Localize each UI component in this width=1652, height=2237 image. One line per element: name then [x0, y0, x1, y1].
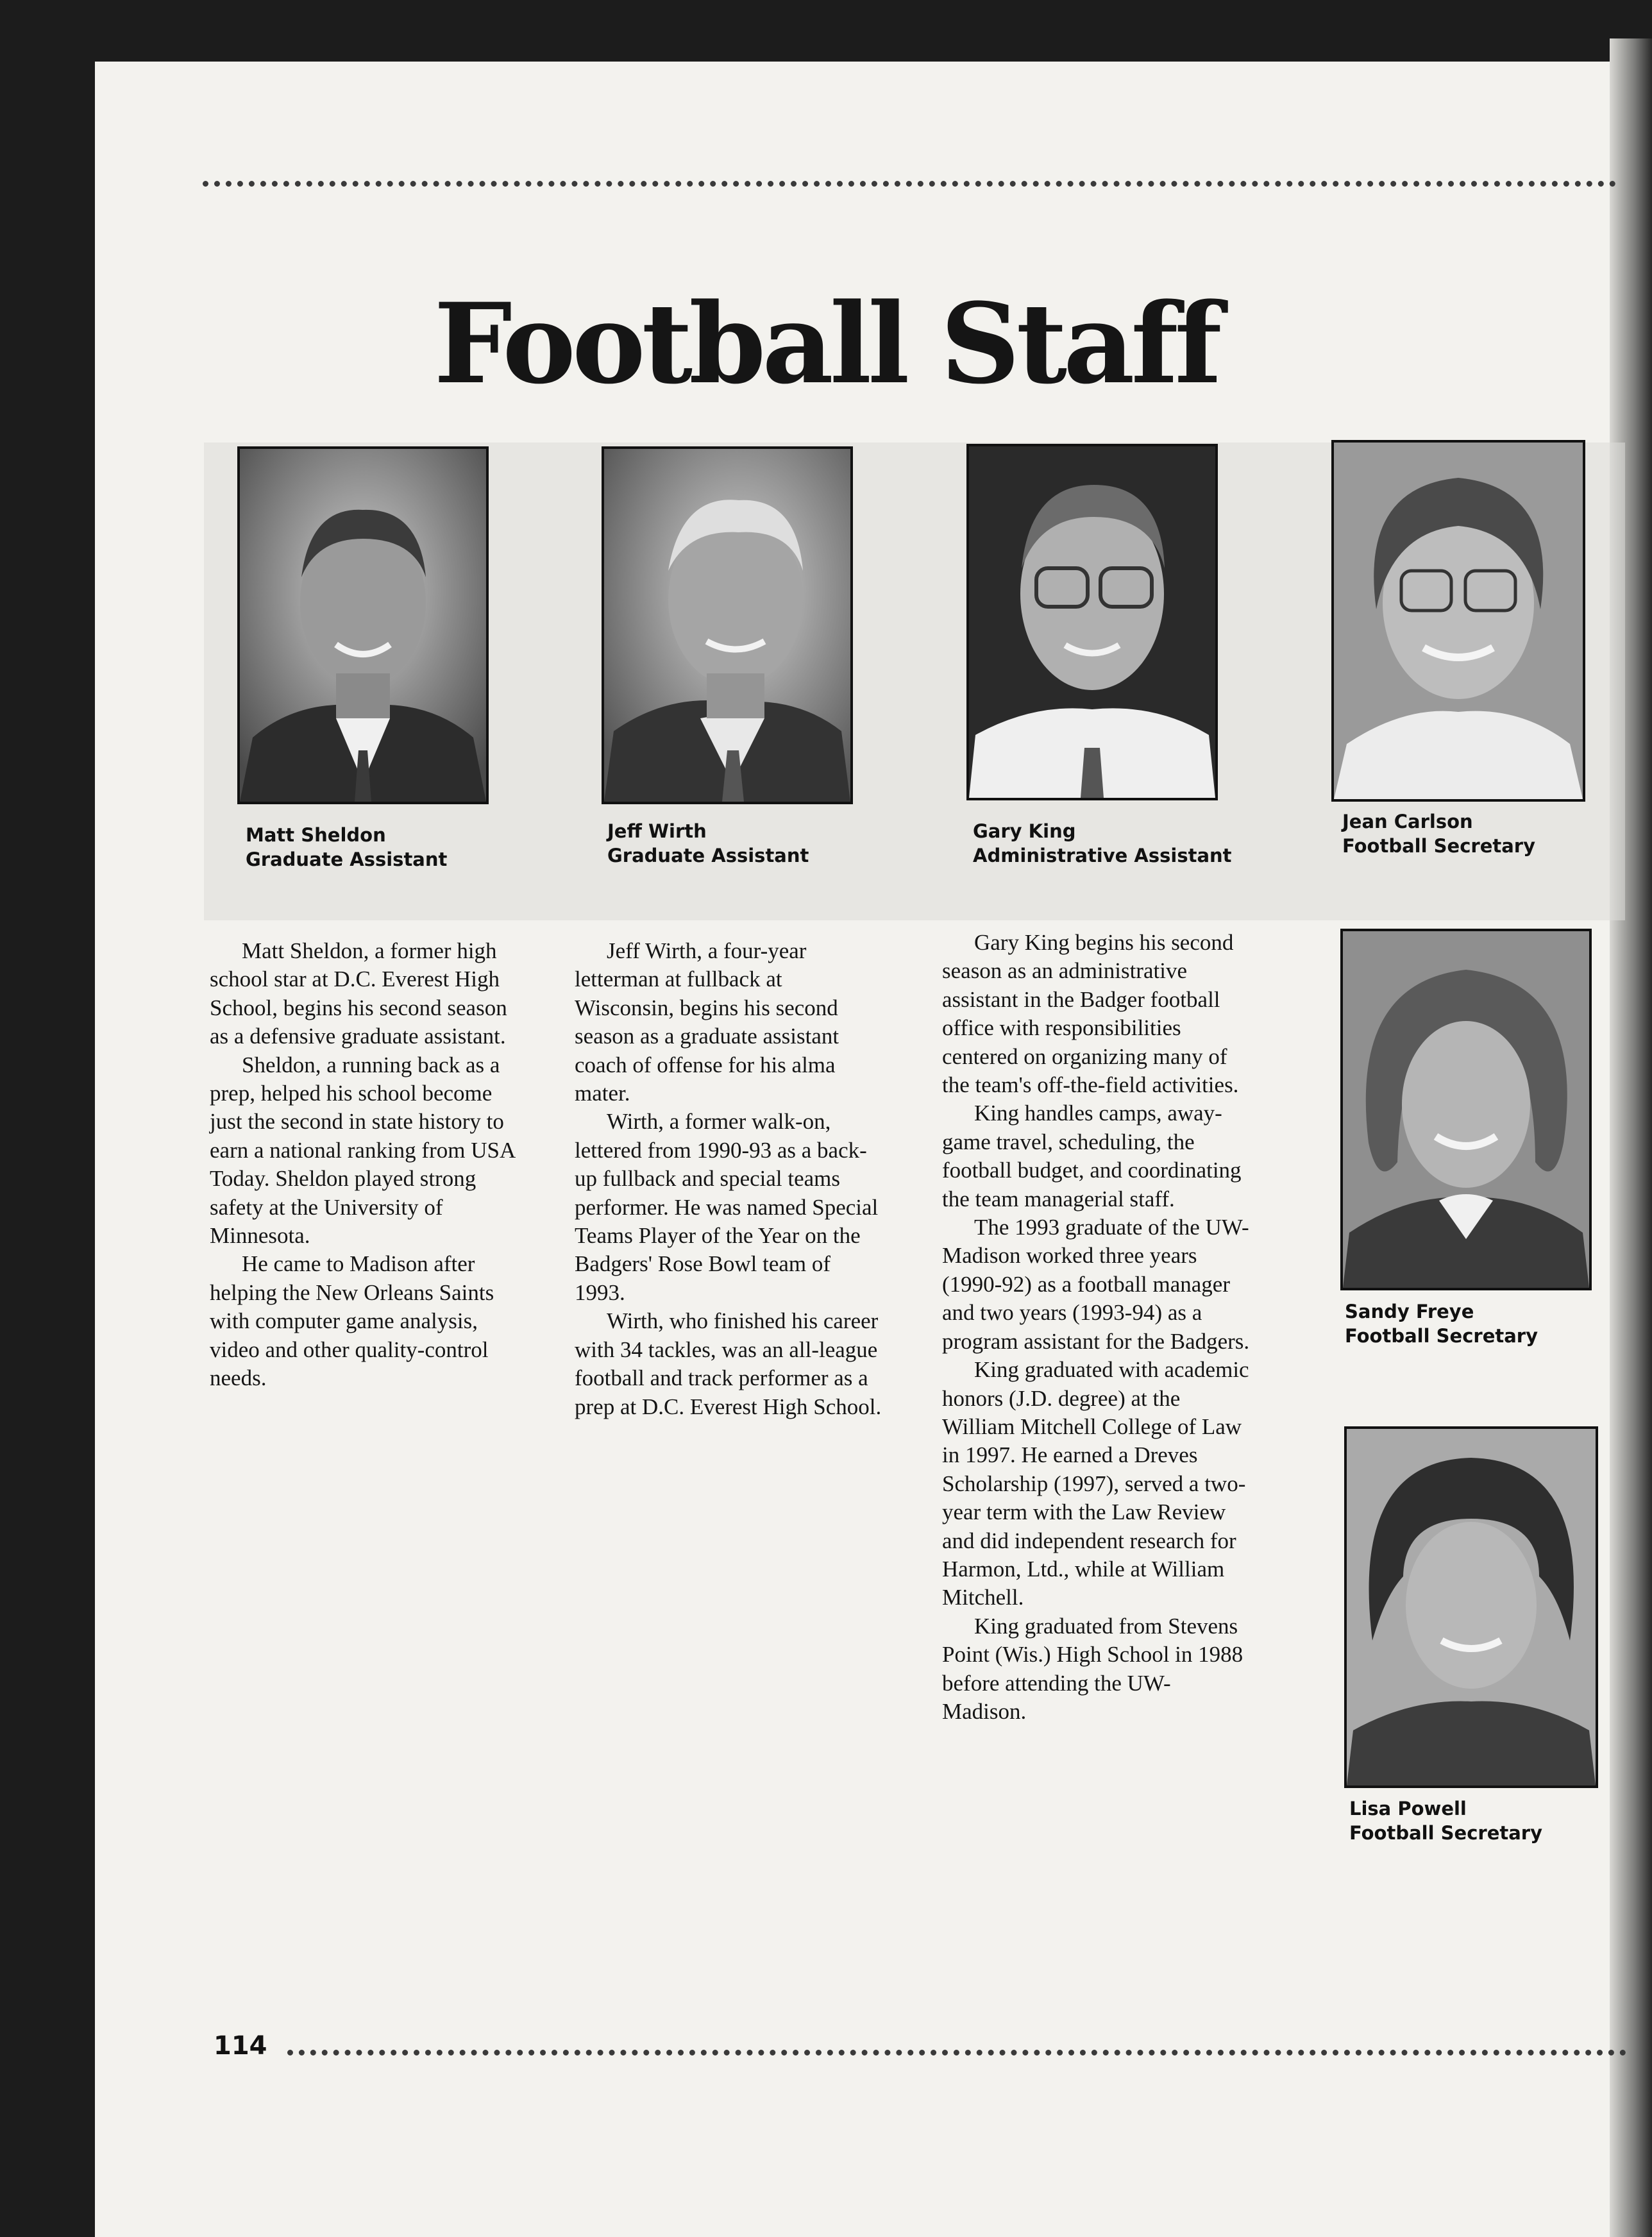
bio-paragraph: Sheldon, a running back as a prep, helped his school become just the second in state history to earn a national ranking from USA Today. Sheldon played strong safety at the University of Minnesota.	[210, 1052, 515, 1249]
staff-name: Gary King	[973, 820, 1076, 842]
staff-name: Matt Sheldon	[246, 824, 386, 846]
bio-paragraph: He came to Madison after helping the New Orleans Saints with computer game analysis, video and other quality-control needs.	[210, 1251, 494, 1391]
bio-paragraph: Gary King begins his second season as an administrative assistant in the Badger football office with responsibilities centered on organizing many of the team's off-the-field activities.	[942, 930, 1239, 1098]
bio-paragraph: Wirth, a former walk-on, lettered from 1990-93 as a back-up fullback and special teams performer. He was named Special Teams Player of the Year on the Badgers' Rose Bowl team of 1993.	[575, 1109, 879, 1305]
staff-role: Graduate Assistant	[607, 845, 809, 866]
photo-jeff-wirth	[602, 446, 853, 804]
staff-role: Football Secretary	[1349, 1822, 1543, 1844]
bio-paragraph: The 1993 graduate of the UW-Madison worked three years (1990-92) as a football manager and two years (1993-94) as a program assistant for the Badgers.	[942, 1215, 1250, 1354]
staff-role: Football Secretary	[1345, 1325, 1538, 1347]
bottom-dotted-rule	[287, 2050, 1626, 2056]
top-dotted-rule	[203, 181, 1616, 187]
caption-sandy-freye	[1345, 1299, 1538, 1348]
bio-column-sheldon	[210, 937, 525, 1393]
page-number: 114	[214, 2031, 267, 2061]
bio-column-king	[942, 929, 1254, 1726]
photo-lisa-powell	[1344, 1426, 1598, 1788]
staff-role: Football Secretary	[1342, 835, 1536, 857]
bio-paragraph: Jeff Wirth, a four-year letterman at fullback at Wisconsin, begins his second season as a graduate assistant coach of offense for his alma mater.	[575, 938, 839, 1106]
staff-name: Lisa Powell	[1349, 1798, 1467, 1819]
photo-gary-king	[966, 444, 1218, 800]
bio-column-wirth	[575, 937, 886, 1421]
photo-jean-carlson	[1331, 440, 1585, 802]
bio-paragraph: King graduated with academic honors (J.D. degree) at the William Mitchell College of Law in 1997. He earned a Dreves Scholarship (1997), served a two-year term with the Law Review and did independent research for Harmon, Ltd., while at William Mitchell.	[942, 1357, 1249, 1610]
staff-name: Jeff Wirth	[607, 820, 707, 842]
page-title: Football Staff	[434, 278, 1218, 409]
caption-jeff-wirth	[607, 819, 809, 868]
photo-matt-sheldon	[237, 446, 489, 804]
photo-sandy-freye	[1340, 929, 1592, 1290]
caption-lisa-powell	[1349, 1796, 1542, 1845]
staff-role: Graduate Assistant	[246, 848, 448, 870]
bio-paragraph: King graduated from Stevens Point (Wis.) High School in 1988 before attending the UW-Madison.	[942, 1613, 1243, 1724]
bio-paragraph: Matt Sheldon, a former high school star at D.C. Everest High School, begins his second season as a defensive graduate assistant.	[210, 938, 507, 1049]
staff-name: Sandy Freye	[1345, 1301, 1474, 1322]
caption-gary-king	[973, 819, 1232, 868]
staff-name: Jean Carlson	[1342, 811, 1473, 832]
staff-role: Administrative Assistant	[973, 845, 1232, 866]
bio-paragraph: King handles camps, away-game travel, scheduling, the football budget, and coordinating the team managerial staff.	[942, 1101, 1242, 1211]
bio-paragraph: Wirth, who finished his career with 34 tackles, was an all-league football and track performer as a prep at D.C. Everest High School.	[575, 1308, 882, 1419]
caption-matt-sheldon	[246, 823, 447, 872]
caption-jean-carlson	[1342, 809, 1535, 858]
